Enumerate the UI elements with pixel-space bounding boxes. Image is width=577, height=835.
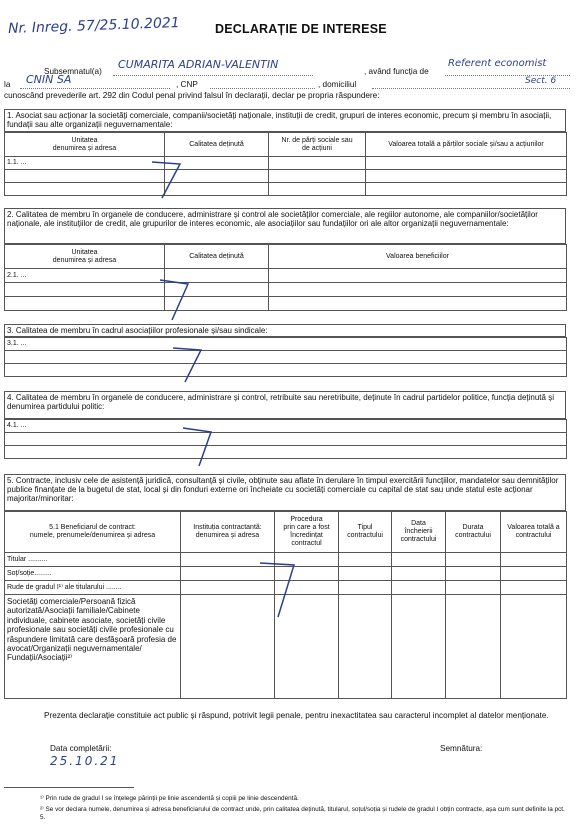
section-2-table (4, 244, 567, 311)
subsemnatul-label: Subsemnatul(a) (44, 67, 102, 76)
domiciliul-label: , domiciliul (318, 80, 357, 89)
row-1-1: 1.1. ... (5, 157, 165, 170)
section-5-heading: 5. Contracte, inclusiv cele de asistență juridică, consultanță și civile, obținute sau aflate în derulare în timpul exercitării funcțiilor, mandatelor sau demnităților publice finanțate de la bugetul de stat, local și din fonduri externe ori încheiate cu societăți comerciale cu capital de stat sau unde statul este acționar majoritar/minoritar: (4, 474, 566, 511)
col-durata: Durata contractului (446, 512, 501, 553)
col-unitatea: Unitatea denumirea și adresa (5, 133, 165, 157)
col-parti-sociale: Nr. de părți sociale sau de acțiuni (269, 133, 366, 157)
section-1-table (4, 132, 567, 196)
registry-number: Nr. Inreg. 57/25.10.2021 (7, 15, 180, 37)
col-valoarea-beneficiilor: Valoarea beneficiilor (269, 245, 567, 269)
row-4-1: 4.1. ... (5, 420, 567, 433)
strike-mark-section-4 (175, 422, 225, 472)
signature-label: Semnătura: (440, 744, 483, 753)
page-title: DECLARAȚIE DE INTERESE (215, 22, 387, 36)
date-label: Data completării: (50, 744, 112, 753)
strike-mark-section-3 (165, 340, 215, 390)
strike-mark-section-5 (250, 555, 310, 625)
col-valoarea-contract: Valoarea totală a contractului (501, 512, 567, 553)
col-tipul: Tipul contractului (339, 512, 392, 553)
name-field[interactable] (113, 75, 313, 76)
footnote-divider (4, 787, 134, 788)
footnote-2: ²⁾ Se vor declara numele, denumirea și adresa beneficiarului de contract unde, prin calitatea deținută, titularul, soțul/soția și rudele de gradul I obțin contracte, așa cum sunt definite la pct. 5. (40, 806, 565, 821)
col-data: Data încheierii contractului (392, 512, 446, 553)
completion-date: 25.10.21 (50, 754, 120, 768)
col-institutia: Instituția contractantă: denumirea și adresa (181, 512, 275, 553)
strike-mark-section-2 (150, 272, 210, 332)
section-3-heading: 3. Calitatea de membru în cadrul asociațiilor profesionale și/sau sindicale: (4, 324, 566, 337)
declarant-domicile: Sect. 6 (525, 76, 557, 86)
col-unitatea-2: Unitatea denumirea și adresa (5, 245, 165, 269)
col-valoarea: Valoarea totală a părților sociale și/sau a acțiunilor (366, 133, 567, 157)
section-4-table (4, 419, 567, 459)
row-rude: Rude de gradul I¹⁾ ale titularului ........ (5, 581, 181, 595)
domicile-field[interactable] (372, 88, 570, 89)
cnp-label: , CNP (176, 80, 198, 89)
declarant-name: CUMARITA ADRIAN-VALENTIN (118, 58, 279, 71)
signature-field[interactable] (440, 758, 560, 778)
row-titular: Titular .......... (5, 553, 181, 567)
row-3-1: 3.1. ... (5, 338, 567, 351)
col-calitatea-2: Calitatea deținută (165, 245, 269, 269)
institution-field[interactable] (20, 88, 170, 89)
declarant-institution: CNIN SA (26, 73, 72, 86)
col-procedura: Procedura prin care a fost încredințat contractul (275, 512, 339, 553)
col-calitatea: Calitatea deținută (165, 133, 269, 157)
row-societati: Societăți comerciale/Persoană fizică autorizată/Asociații familiale/Cabinete individuale, cabinete asociate, societăți civile profesionale sau societăți civile profesionale cu răspundere limitată care desfășoară profesia de avocat/Organizații neguvernamentale/ Fundații/Asociații²⁾ (5, 595, 181, 699)
section-3-table (4, 337, 567, 377)
intro-text: cunoscând prevederile art. 292 din Codul penal privind falsul în declarații, declar pe propria răspundere: (4, 91, 380, 100)
footnote-1: ¹⁾ Prin rude de gradul I se înțelege părinții pe linie ascendentă și copiii pe linie descendentă. (40, 795, 299, 802)
avand-functia-label: , având funcția de (364, 67, 429, 76)
row-2-1: 2.1. ... (5, 269, 165, 283)
strike-mark-section-1 (140, 150, 200, 210)
la-label: la (4, 80, 11, 89)
section-2-heading: 2. Calitatea de membru în organele de conducere, administrare și control ale societăților comerciale, ale regiilor autonome, ale companiilor/societăților naționale, ale instituțiilor de credit, ale grupurilor de interes economic, ale asociațiilor sau fundațiilor ori ale altor organizații neguvernamentale: (4, 208, 566, 244)
cnp-field[interactable] (210, 88, 315, 89)
section-4-heading: 4. Calitatea de membru în organele de conducere, administrare și control, retribuite sau neretribuite, deținute în cadrul partidelor politice, funcția deținută și denumirea partidului politic: (4, 391, 566, 419)
declarant-position: Referent economist (448, 58, 547, 69)
closing-statement: Prezenta declarație constituie act public și răspund, potrivit legii penale, pentru inexactitatea sau caracterul incomplet al datelor menționate. (44, 711, 549, 720)
section-1-heading: 1. Asociat sau acționar la societăți comerciale, companii/societăți naționale, instituții de credit, grupuri de interes economic, precum și membru în asociații, fundații sau alte organizații neguvernamentale: (4, 109, 566, 132)
row-sot-sotie: Soț/soție......... (5, 567, 181, 581)
col-beneficiar: 5.1 Beneficiarul de contract: numele, prenumele/denumirea și adresa (5, 512, 181, 553)
